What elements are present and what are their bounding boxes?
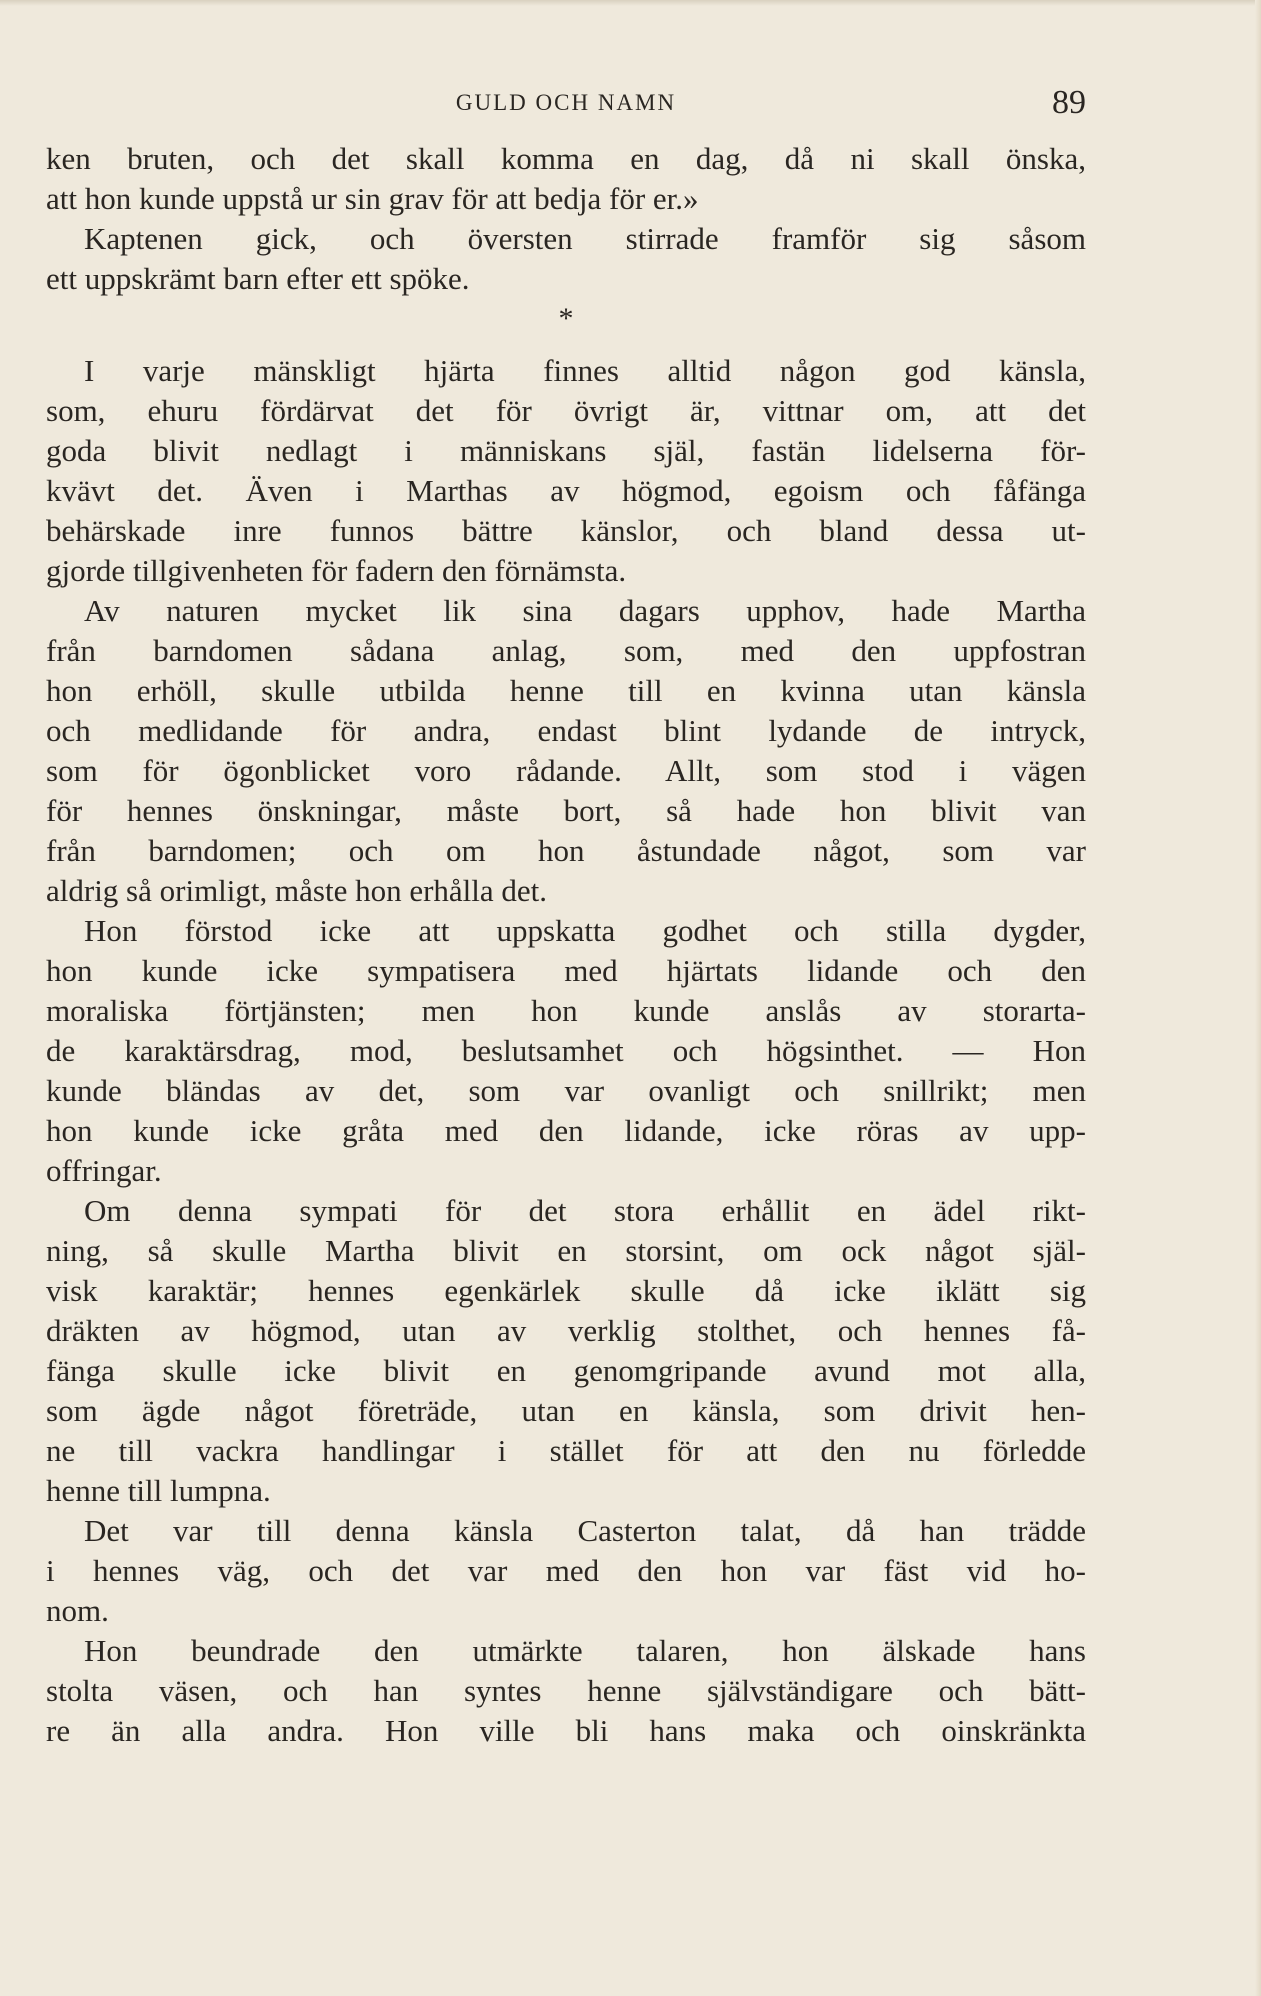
page-edge bbox=[0, 0, 1261, 6]
text-line: offringar. bbox=[46, 1153, 162, 1188]
text-line: gjorde tillgivenheten för fadern den förnämsta. bbox=[46, 553, 627, 588]
text-line: för hennes önskningar, måste bort, så hade hon blivit van bbox=[46, 793, 1086, 828]
text-line: Av naturen mycket lik sina dagars upphov, hade Martha bbox=[84, 593, 1086, 628]
body-text bbox=[46, 139, 1086, 1751]
running-head: GULD OCH NAMN bbox=[455, 90, 677, 115]
text-line: från barndomen; och om hon åstundade något, som var bbox=[46, 833, 1086, 868]
text-line: kunde bländas av det, som var ovanligt och snillrikt; men bbox=[46, 1073, 1086, 1108]
page-header bbox=[46, 84, 1086, 134]
text-line: aldrig så orimligt, måste hon erhålla det. bbox=[46, 873, 548, 908]
text-line: som, ehuru fördärvat det för övrigt är, vittnar om, att det bbox=[46, 393, 1086, 428]
text-line: moraliska förtjänsten; men hon kunde anslås av storarta- bbox=[46, 993, 1086, 1028]
text-line: i hennes väg, och det var med den hon var fäst vid ho- bbox=[46, 1553, 1086, 1588]
text-line: ne till vackra handlingar i stället för att den nu förledde bbox=[46, 1433, 1086, 1468]
text-line: ken bruten, och det skall komma en dag, då ni skall önska, bbox=[46, 141, 1086, 176]
text-line: kvävt det. Även i Marthas av högmod, egoism och fåfänga bbox=[46, 473, 1086, 508]
text-line: nom. bbox=[46, 1593, 109, 1628]
text-line: och medlidande för andra, endast blint lydande de intryck, bbox=[46, 713, 1086, 748]
spacer bbox=[46, 339, 1086, 351]
text-line: I varje mänskligt hjärta finnes alltid någon god känsla, bbox=[84, 353, 1086, 388]
text-line: från barndomen sådana anlag, som, med den uppfostran bbox=[46, 633, 1086, 668]
text-line: att hon kunde uppstå ur sin grav för att bedja för er.» bbox=[46, 181, 699, 216]
text-line: Det var till denna känsla Casterton talat, då han trädde bbox=[84, 1513, 1086, 1548]
text-line: hon kunde icke gråta med den lidande, icke röras av upp- bbox=[46, 1113, 1086, 1148]
section-separator: * bbox=[558, 302, 574, 335]
text-line: fänga skulle icke blivit en genomgripande avund mot alla, bbox=[46, 1353, 1086, 1388]
page-number: 89 bbox=[1052, 84, 1086, 121]
text-line: visk karaktär; hennes egenkärlek skulle då icke iklätt sig bbox=[46, 1273, 1086, 1308]
text-line: goda blivit nedlagt i människans själ, fastän lidelserna för- bbox=[46, 433, 1086, 468]
text-line: Hon beundrade den utmärkte talaren, hon älskade hans bbox=[84, 1633, 1086, 1668]
text-line: Hon förstod icke att uppskatta godhet och stilla dygder, bbox=[84, 913, 1086, 948]
text-line: Kaptenen gick, och översten stirrade framför sig såsom bbox=[84, 221, 1086, 256]
text-line: henne till lumpna. bbox=[46, 1473, 271, 1508]
text-line: hon erhöll, skulle utbilda henne till en kvinna utan känsla bbox=[46, 673, 1086, 708]
text-line: som för ögonblicket voro rådande. Allt, som stod i vägen bbox=[46, 753, 1086, 788]
text-line: som ägde något företräde, utan en känsla, som drivit hen- bbox=[46, 1393, 1086, 1428]
text-line: Om denna sympati för det stora erhållit en ädel rikt- bbox=[84, 1193, 1086, 1228]
text-line: stolta väsen, och han syntes henne självständigare och bätt- bbox=[46, 1673, 1086, 1708]
text-line: de karaktärsdrag, mod, beslutsamhet och högsinthet. — Hon bbox=[46, 1033, 1086, 1068]
text-line: ning, så skulle Martha blivit en storsint, om ock något själ- bbox=[46, 1233, 1086, 1268]
text-line: hon kunde icke sympatisera med hjärtats lidande och den bbox=[46, 953, 1086, 988]
text-line: dräkten av högmod, utan av verklig stolthet, och hennes få- bbox=[46, 1313, 1086, 1348]
text-line: ett uppskrämt barn efter ett spöke. bbox=[46, 261, 470, 296]
text-line: behärskade inre funnos bättre känslor, och bland dessa ut- bbox=[46, 513, 1086, 548]
text-line: re än alla andra. Hon ville bli hans maka och oinskränkta bbox=[46, 1713, 1086, 1748]
page-edge bbox=[1255, 0, 1261, 1996]
